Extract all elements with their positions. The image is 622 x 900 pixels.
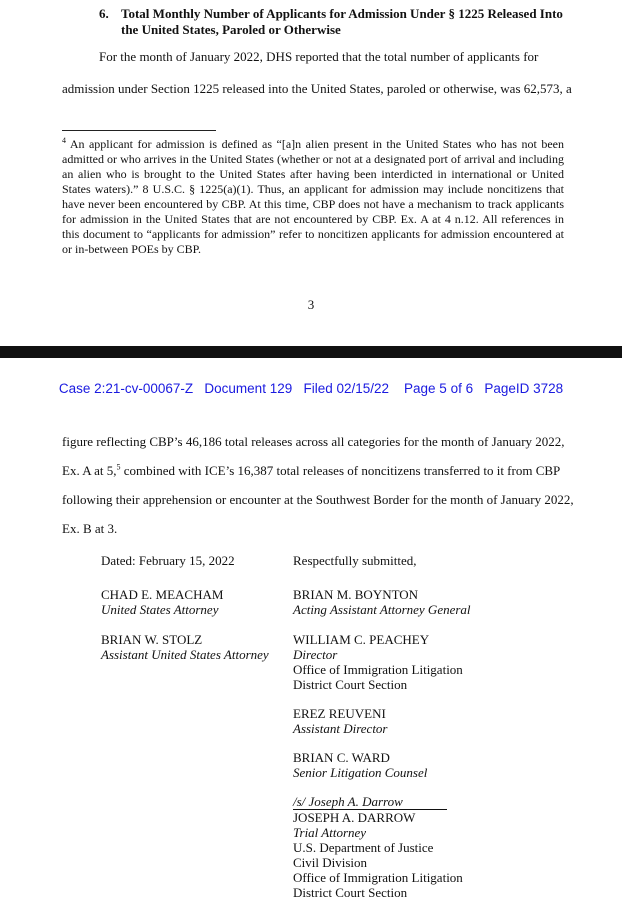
signer-name: BRIAN C. WARD	[293, 750, 390, 765]
dated-line: Dated: February 15, 2022	[101, 553, 235, 568]
case-header: Case 2:21-cv-00067-Z Document 129 Filed 02/15/22 Page 5 of 6 PageID 3728	[58, 381, 564, 396]
signer-name: CHAD E. MEACHAM	[101, 587, 224, 602]
section-heading-line-1: Total Monthly Number of Applicants for Admission Under § 1225 Released Into	[121, 6, 563, 21]
signer-title: Trial Attorney	[293, 825, 367, 840]
footnote-text: An applicant for admission is defined as “[a]n alien present in the United States who has not been admitted or who arrives in the United States (whether or not at a designated port of arrival and including an alien who is brought to the United States after having been interdicted in international or United States waters).” 8 U.S.C. § 1225(a)(1). Thus, an applicant for admission may include noncitizens that have never been encountered by CBP. At this time, CBP does not have a mechanism to track applicants for admission in the United States that are not encountered by CBP. Ex. A at 4 n.12. All references in this document to “applicants for admission” refer to noncitizen applicants for admission encountered at or in-between POEs by CBP.	[62, 137, 564, 256]
page-number: 3	[307, 297, 315, 312]
signer-name: WILLIAM C. PEACHEY	[293, 632, 430, 647]
body-line-2-end: combined with ICE’s 16,387 total releases of noncitizens transferred to it from CBP	[120, 463, 561, 478]
paragraph-line-1: For the month of January 2022, DHS reported that the total number of applicants for	[99, 49, 539, 64]
signer-office: Office of Immigration Litigation	[293, 870, 463, 885]
signer-section: District Court Section	[293, 885, 408, 900]
signer-title: Assistant United States Attorney	[101, 647, 269, 662]
body-line-1: figure reflecting CBP’s 46,186 total releases across all categories for the month of January 2022,	[62, 434, 565, 449]
signer-office: Office of Immigration Litigation	[293, 662, 463, 677]
signer-title: Director	[293, 647, 338, 662]
body-line-2	[62, 463, 560, 479]
signer-block-darrow	[293, 794, 463, 900]
body-line-3: following their apprehension or encounter at the Southwest Border for the month of January 2022,	[62, 492, 574, 507]
signer-title: Senior Litigation Counsel	[293, 765, 428, 780]
signer-block-boynton	[293, 587, 471, 617]
section-number: 6.	[99, 6, 109, 21]
respectfully-submitted: Respectfully submitted,	[293, 553, 417, 568]
signer-block-reuveni	[293, 706, 388, 736]
signer-title: United States Attorney	[101, 602, 219, 617]
signer-name: EREZ REUVENI	[293, 706, 386, 721]
signer-section: District Court Section	[293, 677, 408, 692]
footnote-ref-5: 5	[116, 462, 121, 472]
signer-title: Assistant Director	[293, 721, 388, 736]
paragraph-line-2: admission under Section 1225 released into the United States, paroled or otherwise, was 62,573, a	[62, 81, 572, 96]
signer-department: U.S. Department of Justice	[293, 840, 434, 855]
signer-block-ward	[293, 750, 427, 780]
footnote-marker: 4	[62, 136, 66, 145]
body-line-2-start: Ex. A at 5,	[62, 463, 117, 478]
signer-name: JOSEPH A. DARROW	[293, 810, 416, 825]
signer-block-meacham	[101, 587, 223, 617]
signer-block-stolz	[101, 632, 269, 662]
signer-block-peachey	[293, 632, 463, 692]
footnote-separator	[62, 130, 216, 131]
section-heading	[99, 6, 563, 38]
footnote-4	[62, 137, 564, 257]
body-line-4: Ex. B at 3.	[62, 521, 118, 536]
signer-name: BRIAN M. BOYNTON	[293, 587, 419, 602]
signer-division: Civil Division	[293, 855, 368, 870]
signer-title: Acting Assistant Attorney General	[293, 602, 471, 617]
signer-name: BRIAN W. STOLZ	[101, 632, 203, 647]
page-break-divider	[0, 346, 622, 358]
electronic-signature: /s/ Joseph A. Darrow	[293, 794, 447, 810]
section-heading-line-2: the United States, Paroled or Otherwise	[121, 22, 341, 37]
